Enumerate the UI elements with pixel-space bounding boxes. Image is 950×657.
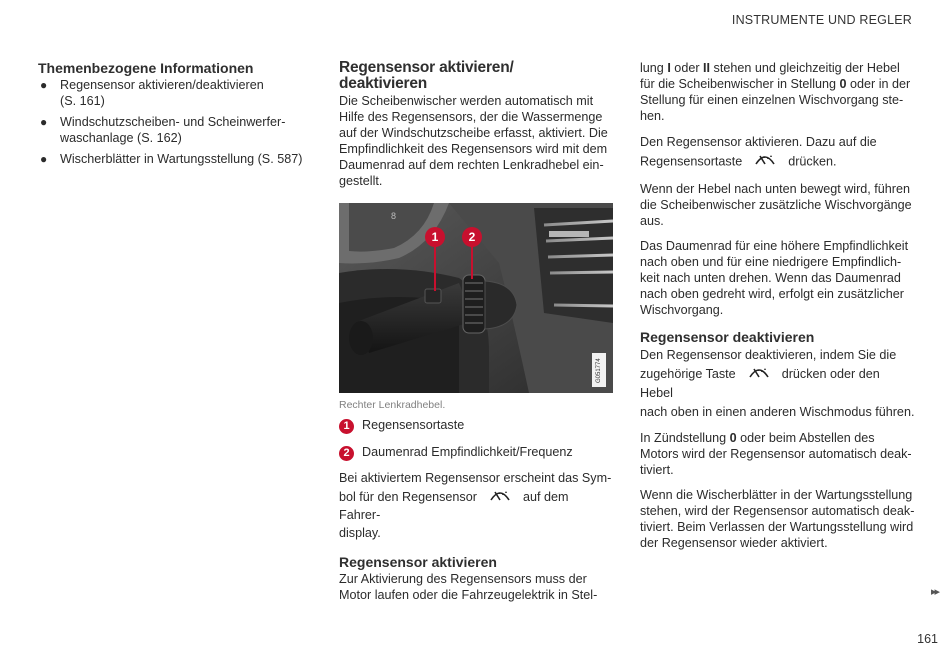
steering-lever-photo [339,203,613,393]
bullet-icon: ● [40,152,48,166]
figure-caption: Rechter Lenkradhebel. [339,399,446,411]
right-column [640,60,915,551]
svg-text:8: 8 [391,211,397,221]
legend-item: 2 Daumenrad Empfindlichkeit/Frequenz [339,444,613,461]
callout-2: 2 [462,227,482,247]
related-info-list [38,77,318,167]
middle-column [339,60,613,603]
section-title: Regensensor aktivieren/ deaktivieren [339,59,514,92]
page-number: 161 [917,632,938,646]
activate-title: Regensensor aktivieren [339,554,497,570]
ignition-paragraph: In Zündstellung 0 oder beim Abstellen des Motors wird der Regensensor automatisch deak- tiviert. [640,431,912,477]
section-header: INSTRUMENTE UND REGLER [731,13,912,27]
callout-badge: 2 [339,446,354,461]
callout-1: 1 [425,227,445,247]
deactivate-title: Regensensor deaktivieren [640,329,815,345]
thumbwheel-paragraph: Das Daumenrad für eine höhere Empfindlichkeit nach oben und für eine niedrigere Empfindlich- keit nach unten drehen. Wenn das Daumenrad nach oben gedreht wird, erfolgt ein zusätzlicher Wischvorgang. [640,239,909,317]
lever-down-paragraph: Wenn der Hebel nach unten bewegt wird, führen die Scheibenwischer zusätzliche Wischvorgänge aus. [640,182,912,228]
rain-sensor-icon [489,488,511,508]
related-link-wiper-service[interactable]: ● Wischerblätter in Wartungsstellung (S. 587) [40,152,303,166]
figure-code: G051774 [596,358,602,383]
bullet-icon: ● [40,115,48,129]
activate-paragraph: Zur Aktivierung des Regensensors muss der Motor laufen oder die Fahrzeugelektrik in Stel- [339,572,598,602]
legend-item: 1 Regensensortaste [339,417,613,434]
related-link-rain-sensor[interactable]: ● Regensensor aktivieren/deaktivieren (S. 161) [40,78,264,108]
bullet-icon: ● [40,78,48,92]
rain-sensor-icon [754,152,776,172]
service-position-paragraph: Wenn die Wischerblätter in der Wartungsstellung stehen, wird der Regensensor automatisch deak- tiviert. Beim Verlassen der Wartungsstellung wird der Regensensor wieder aktiviert. [640,488,915,550]
next-page-arrow-icon[interactable]: ▸▸ [930,586,938,598]
callout-badge: 1 [339,419,354,434]
related-link-washer[interactable]: ● Windschutzscheiben- und Scheinwerfer- waschanlage (S. 162) [40,115,286,145]
deactivate-paragraph: Den Regensensor deaktivieren, indem Sie die zugehörige Taste drücken oder den Hebel nach oben in einen anderen Wischmodus führen. [640,348,915,419]
continued-paragraph: lung I oder II stehen und gleichzeitig der Hebel für die Scheibenwischer in Stellung 0 oder in der Stellung für einen einzelnen Wischvorgang ste- hen. [640,61,911,123]
intro-paragraph: Die Scheibenwischer werden automatisch mit Hilfe des Regensensors, der die Wassermenge auf der Windschutzscheibe erfasst, aktiviert. Die Empfindlichkeit des Regensensors wird mit dem Daumenrad auf dem rechten Lenkradhebel ein- gestellt. [339,94,608,188]
activate-step-paragraph: Den Regensensor aktivieren. Dazu auf die Regensensortaste drücken. [640,133,915,172]
symbol-paragraph: Bei aktiviertem Regensensor erscheint das Sym- bol für den Regensensor auf dem Fahrer- display. [339,471,612,540]
related-info [38,60,318,172]
rain-sensor-icon [748,365,770,385]
related-info-title: Themenbezogene Informationen [38,60,254,76]
